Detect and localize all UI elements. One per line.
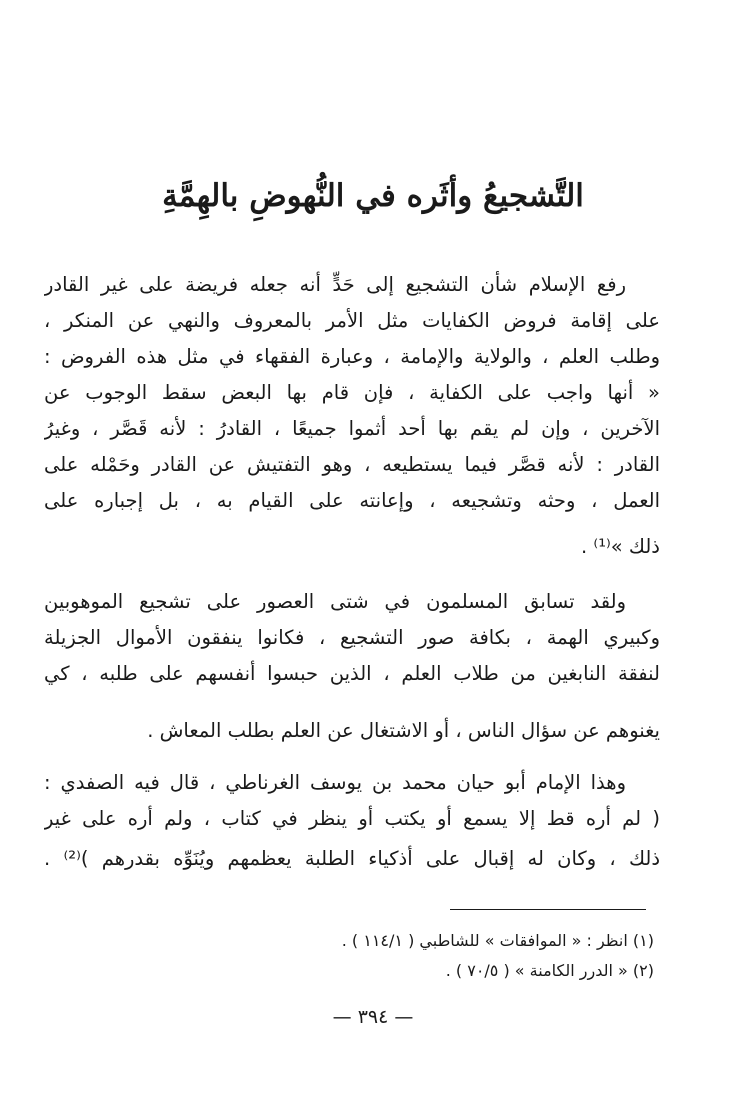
footnote-1: (١) انظر : « الموافقات » للشاطبي ( ١١٤/١ ) .	[341, 931, 654, 950]
paragraph-1-line-3: وطلب العلم ، والولاية والإمامة ، وعبارة الفقهاء في مثل هذه الفروض :	[44, 345, 660, 368]
paragraph-1-line-8: ذلك »⁽¹⁾ .	[581, 535, 660, 558]
paragraph-3-line-2: ( لم أره قط إلا يسمع أو يكتب أو ينظر في كتاب ، ولم أره على غير	[44, 807, 660, 830]
paragraph-2-line-2: وكبيري الهمة ، بكافة صور التشجيع ، فكانوا ينفقون الأموال الجزيلة	[44, 626, 660, 649]
chapter-title: التَّشجيعُ وأثَره في النُّهوضِ بالهِمَّةِ	[162, 178, 584, 214]
paragraph-3-line-1: وهذا الإمام أبو حيان محمد بن يوسف الغرناطي ، قال فيه الصفدي :	[44, 771, 626, 794]
paragraph-1-line-6: القادر : لأنه قصَّر فيما يستطيعه ، وهو التفتيش عن القادر وحَمْله على	[44, 453, 660, 476]
footnote-2: (٢) « الدرر الكامنة » ( ٧٠/٥ ) .	[445, 961, 654, 980]
page-number: — ٣٩٤ —	[332, 1006, 414, 1028]
paragraph-2-line-1: ولقد تسابق المسلمون في شتى العصور على تشجيع الموهوبين	[44, 590, 626, 613]
paragraph-1-line-7: العمل ، وحثه وتشجيعه ، وإعانته على القيام به ، بل إجباره على	[44, 489, 660, 512]
paragraph-1-line-2: على إقامة فروض الكفايات مثل الأمر بالمعروف والنهي عن المنكر ،	[44, 309, 660, 332]
footnote-separator	[450, 909, 646, 910]
paragraph-1-line-1: رفع الإسلام شأن التشجيع إلى حَدٍّ أنه جعله فريضة على غير القادر	[44, 273, 626, 296]
paragraph-1-line-4: « أنها واجب على الكفاية ، فإن قام بها البعض سقط الوجوب عن	[44, 381, 660, 404]
paragraph-2-line-3: لنفقة النابغين من طلاب العلم ، الذين حبسوا أنفسهم على طلبه ، كي	[44, 662, 660, 685]
paragraph-2-line-4: يغنوهم عن سؤال الناس ، أو الاشتغال عن العلم بطلب المعاش .	[147, 719, 660, 742]
paragraph-1-line-5: الآخرين ، وإن لم يقم بها أحد أثموا جميعًا ، القادرُ : لأنه قَصَّر ، وغيرُ	[44, 417, 660, 440]
paragraph-3-line-3: ذلك ، وكان له إقبال على أذكياء الطلبة يعظمهم ويُنَوِّه بقدرهم )⁽²⁾ .	[44, 847, 660, 870]
